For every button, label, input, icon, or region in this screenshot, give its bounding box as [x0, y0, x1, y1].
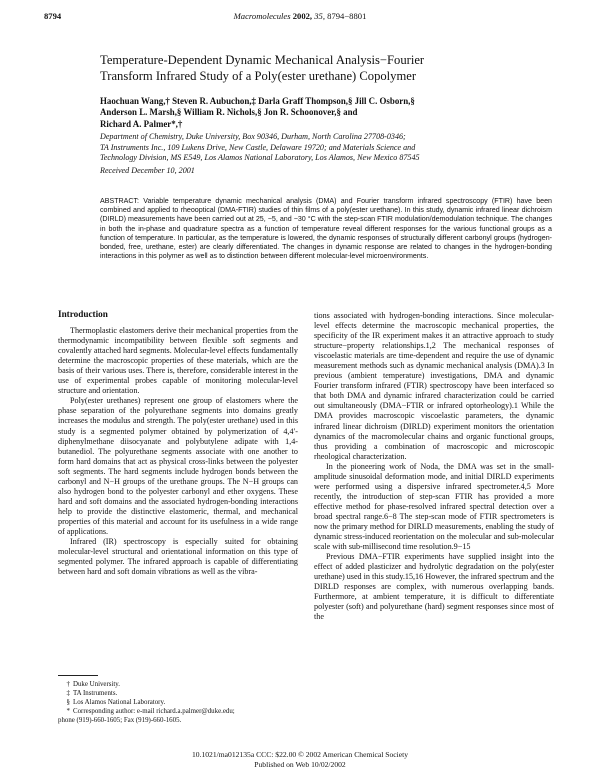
footnote-continuation: phone (919)-660-1605; Fax (919)-660-1605.	[58, 717, 182, 724]
affiliation-line: TA Instruments Inc., 109 Lukens Drive, New Castle, Delaware 19720; and Materials Science and	[100, 142, 416, 152]
footnote-mark: †	[66, 681, 70, 688]
footnote-text: Los Alamos National Laboratory.	[73, 699, 166, 706]
received-date: Received December 10, 2001	[100, 166, 195, 175]
doi-line: 10.1021/ma012135a CCC: $22.00 © 2002 American Chemical Society	[191, 750, 409, 759]
paragraph: Infrared (IR) spectroscopy is especially suited for obtaining molecular-level structural and orientational information on this type of segmented polymer. The infrared approach is capable of differentiating between hard and soft domain vibrations as well as the vibra-	[58, 537, 298, 577]
journal-pages: 8794−8801	[327, 11, 367, 21]
journal-name: Macromolecules	[233, 11, 291, 21]
paragraph: Previous DMA−FTIR experiments have supplied insight into the effect of added plasticizer and hydrolytic degradation on the poly(ester urethane) used in this study.15,16 However, the infrared spectrum and the DIRLD responses are complex, with numerous overlapping bands. Furthermore, at ambient temperature, it is difficult to differentiate polyester (soft) and polyurethane (hard) segment responses since most of the	[314, 552, 554, 622]
title-line: Temperature-Dependent Dynamic Mechanical Analysis−Fourier	[100, 53, 425, 67]
journal-citation	[44, 11, 556, 21]
page-footer	[0, 750, 600, 769]
paragraph: Thermoplastic elastomers derive their mechanical properties from the thermodynamic incompatibility between flexible soft segments and covalently attached hard segments. Molecular-level effects fundamentally determine the macroscopic properties of these materials, which are the basis of their various uses. There is, therefore, considerable interest in the use of experimental probes capable of monitoring molecular-level structure and orientation.	[58, 326, 298, 396]
footnote	[58, 689, 298, 698]
footnote-mark: ‡	[66, 690, 70, 697]
footnote-text: Duke University.	[73, 681, 121, 688]
footnote-text: Corresponding author: e-mail richard.a.palmer@duke.edu;	[73, 708, 235, 715]
journal-volume: 35,	[314, 11, 325, 21]
title-line: Transform Infrared Study of a Poly(ester urethane) Copolymer	[100, 69, 417, 83]
right-column	[314, 311, 554, 622]
paragraph: Poly(ester urethanes) represent one group of elastomers where the phase separation of the polyurethane segments into domains greatly increases the modulus and strength. The poly(ester urethane) used in this study is a segmented polymer obtained by polymerization of 4,4′-diphenylmethane diisocyanate and polybutylene adipate with 1,4-butanediol. The polyurethane segments associate with one another to form hard domains that act as physical cross-links between the polyester soft segments. The hard segments include hydrogen bonds between the carbonyl and N−H groups of the urethane groups. The N−H groups can also hydrogen bond to the polyester carbonyl and ether oxygens. These hard and soft domains and the associated hydrogen-bonding interactions help to provide the distinctive elastomeric, thermal, and mechanical properties of this material and account for its usefulness in a wide range of applications.	[58, 396, 298, 536]
paragraph: In the pioneering work of Noda, the DMA was set in the small-amplitude sinusoidal deformation mode, and initial DIRLD experiments were performed using a dispersive infrared spectrometer.4,5 More recently, the introduction of step-scan FTIR has provided a more effective method for phase-resolved infrared spectral detection over a broad spectral range.6−8 The step-scan mode of FTIR spectrometers is now the primary method for DIRLD measurements, enabling the study of dynamic stress-induced reorientation on the molecular and sub-molecular scale with sub-millisecond time resolution.9−15	[314, 461, 554, 552]
affiliation-line: Technology Division, MS E549, Los Alamos National Laboratory, Los Alamos, New Mexico 87545	[100, 153, 420, 163]
affiliations	[100, 132, 550, 164]
footnotes	[58, 675, 298, 725]
footnote	[58, 698, 298, 707]
footnote-mark: §	[66, 699, 70, 706]
journal-year: 2002,	[292, 11, 313, 21]
abstract	[100, 197, 552, 261]
running-header	[44, 11, 556, 23]
footnote-mark: *	[66, 708, 70, 715]
footnote-rule	[58, 675, 98, 676]
article-title	[100, 52, 520, 84]
abstract-text: ABSTRACT: Variable temperature dynamic mechanical analysis (DMA) and Fourier transform infrared spectroscopy (FTIR) have been combined and applied to rheooptical (DMA-FTIR) studies of thin films of a poly(ester urethane). In this study, dynamic infrared linear dichroism (DIRLD) measurements have been carried out at 25, −5, and −30 °C with the step-scan FTIR modulation/demodulation technique. The changes in both the in-phase and quadrature spectra as a function of temperature reveal different responses for the various functional groups as a function of temperature. In particular, as the temperature is lowered, the dynamic responses of structurally different carbonyl groups (hydrogen-bonded, free, urethane, ester) are clearly differentiated. The changes in dynamic response are related to changes in the hydrogen-bonding interactions in this polymer as well as to distinction between different molecular-level microenvironments.	[100, 197, 552, 261]
paragraph: tions associated with hydrogen-bonding interactions. Since molecular-level effects determine the macroscopic mechanical properties, the specificity of the IR experiment makes it an attractive approach to study structure−property relationships.1,2 The mechanical responses of viscoelastic materials are time-dependent and require the use of dynamic measurement methods such as dynamic mechanical analysis (DMA).3 In previous (ambient temperature) investigations, DMA and dynamic Fourier transform infrared (FTIR) spectroscopy have been interfaced so that both DMA and dynamic infrared characterization could be carried out simultaneously (DMA−FTIR or infrared optorheology).1 While the DMA provides macroscopic viscoelastic parameters, the dynamic infrared linear dichroism (DIRLD) experiment monitors the orientation dynamics of the macromolecular chains and organic functional groups, thus providing a combination of macroscopic and microscopic rheological characterization.	[314, 311, 554, 461]
author-line: Anderson L. Marsh,§ William R. Nichols,§ Jon R. Schoonover,§ and	[100, 107, 358, 118]
footnote	[58, 680, 298, 689]
footnote-text: TA Instruments.	[73, 690, 118, 697]
author-line: Haochuan Wang,† Steven R. Aubuchon,‡ Darla Graff Thompson,§ Jill C. Osborn,§	[100, 96, 415, 106]
footnote	[58, 707, 298, 716]
affiliation-line: Department of Chemistry, Duke University, Box 90346, Durham, North Carolina 27708-0346;	[100, 132, 406, 141]
section-heading-introduction: Introduction	[58, 309, 108, 319]
published-line: Published on Web 10/02/2002	[254, 759, 346, 769]
page-number: 8794	[44, 11, 62, 21]
left-column	[58, 309, 298, 577]
author-line: Richard A. Palmer*,†	[100, 118, 183, 129]
author-list	[100, 96, 540, 130]
